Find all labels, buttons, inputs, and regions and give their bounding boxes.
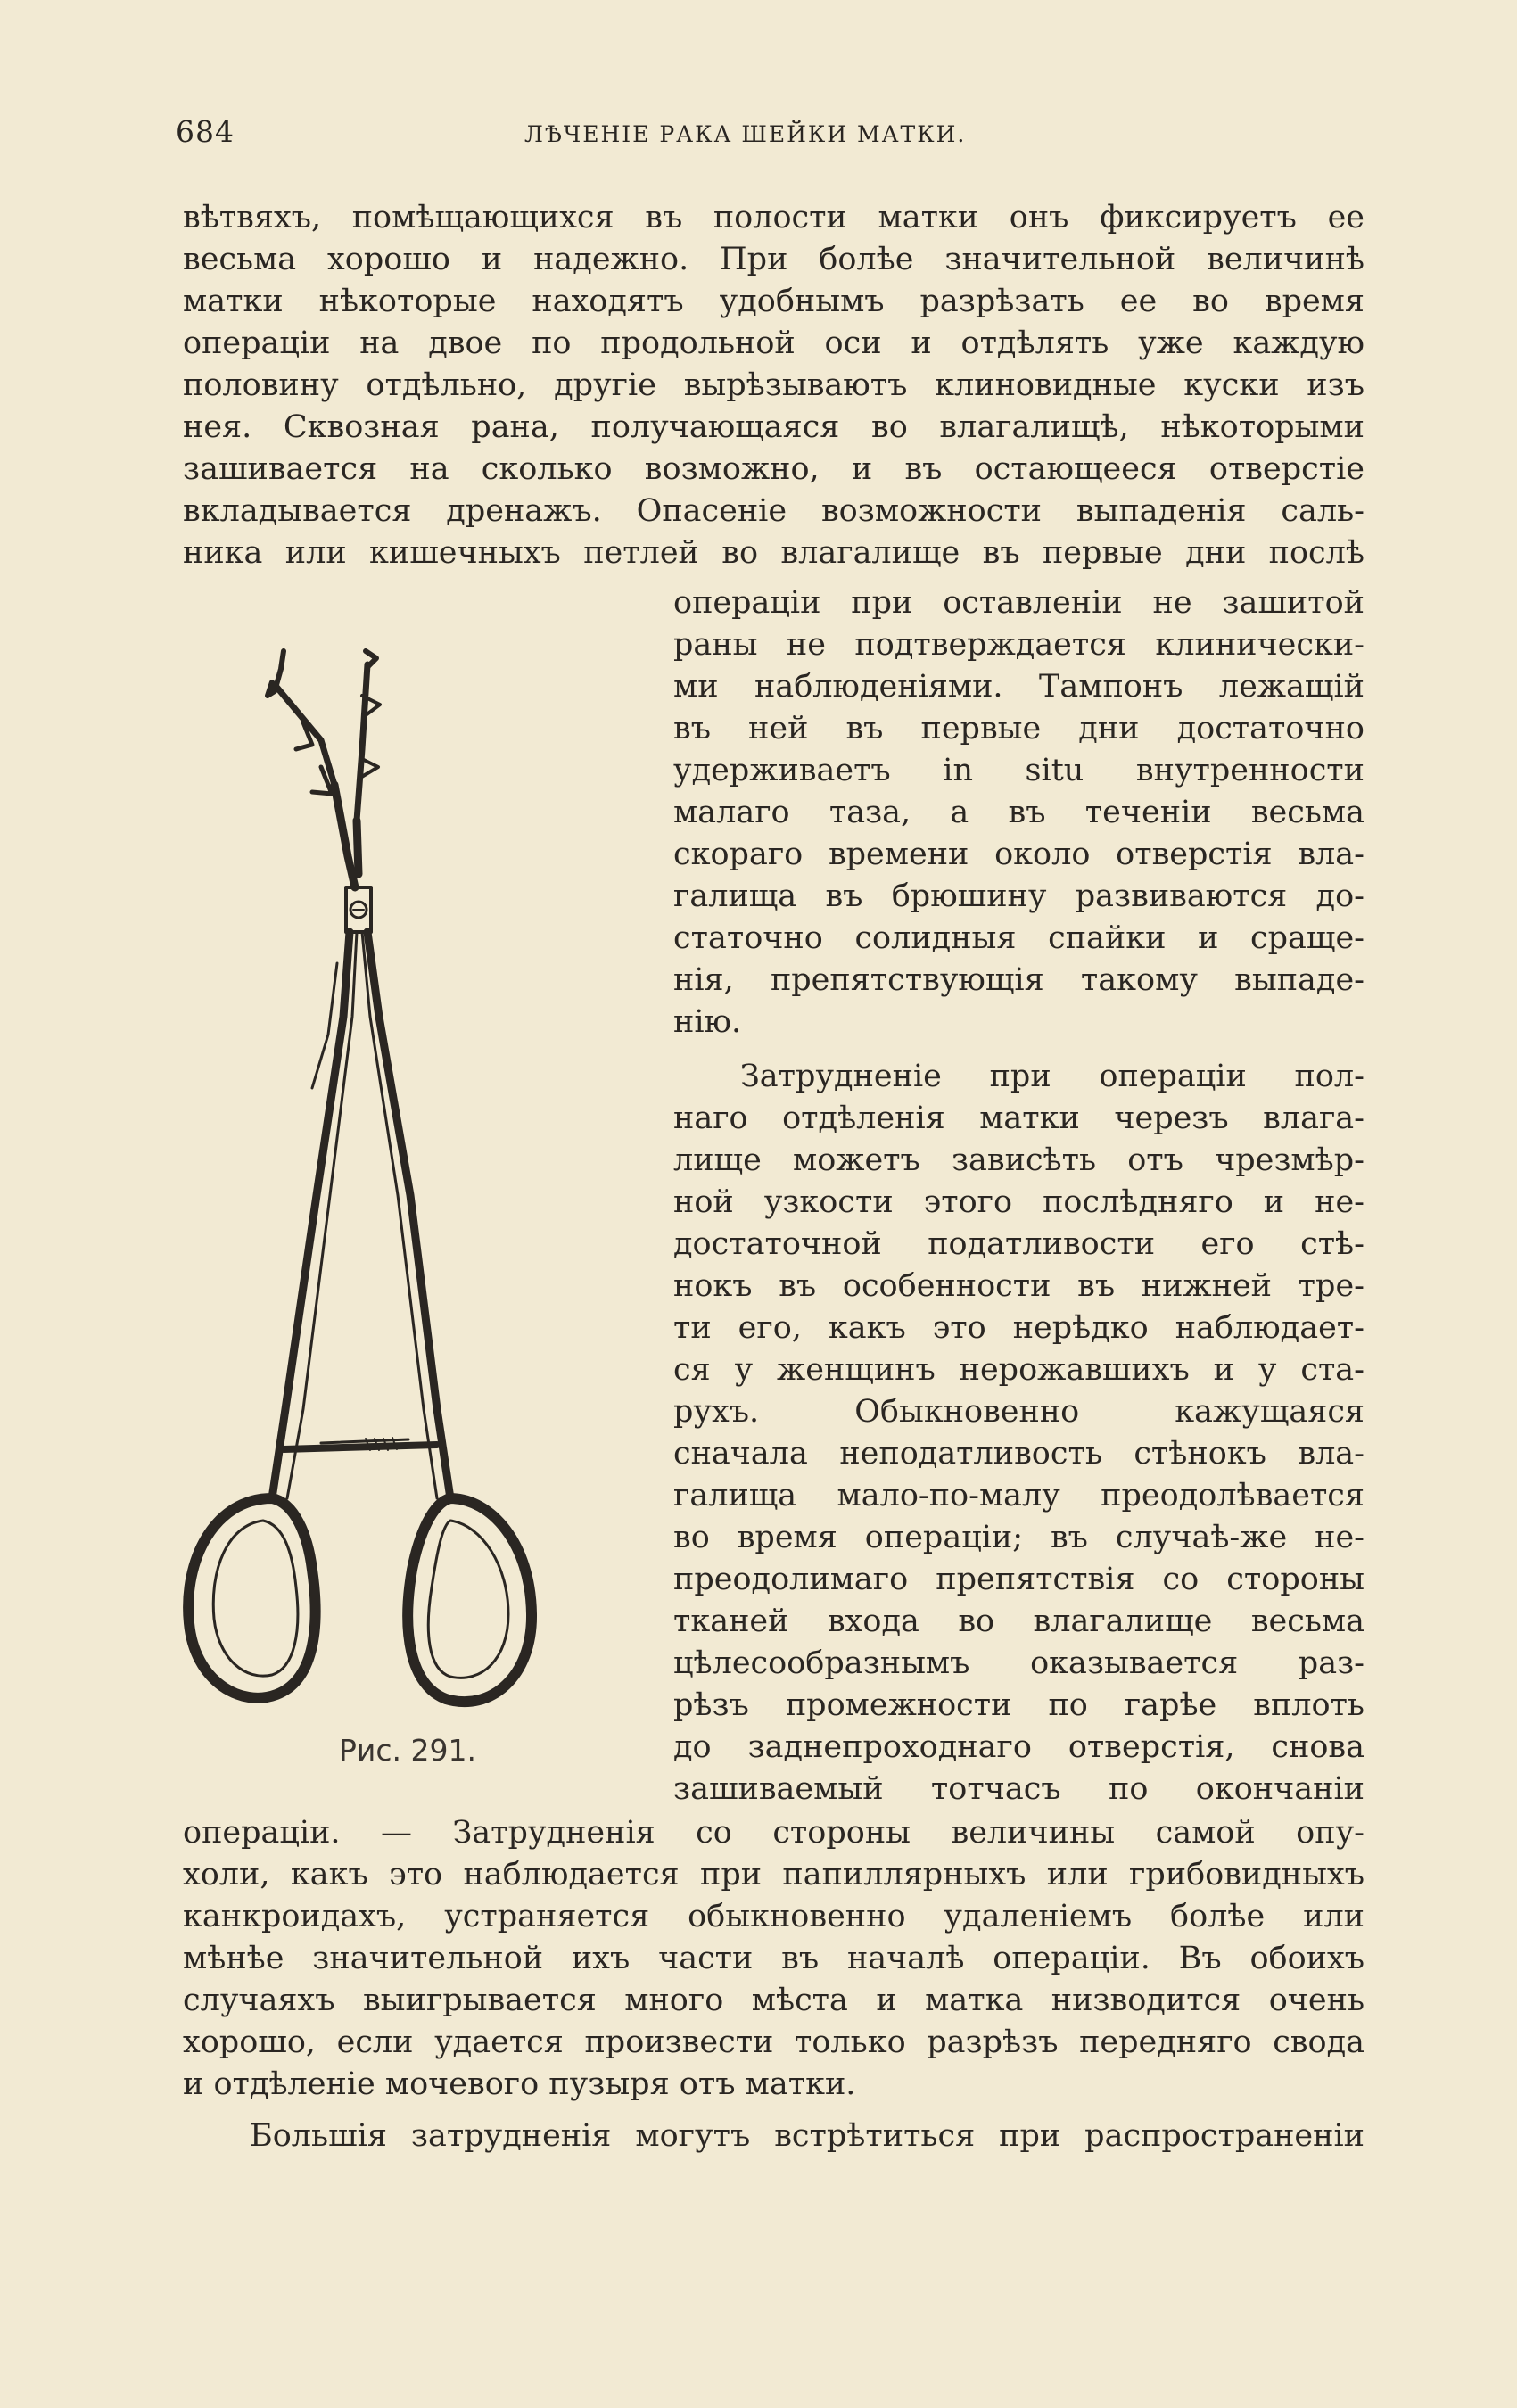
text-line: матки нѣкоторые находятъ удобнымъ разрѣзать ее во время (183, 284, 1364, 319)
text-line: вѣтвяхъ, помѣщающихся въ полости матки онъ фиксируетъ ее (183, 200, 1364, 235)
text-line: хорошо, если удается произвести только разрѣзъ передняго свода (183, 2025, 1364, 2060)
text-line: зашивается на сколько возможно, и въ остающееся отверстіе (183, 451, 1364, 487)
forceps-illustration-icon (178, 642, 624, 1739)
text-line: сначала неподатливость стѣнокъ вла- (673, 1436, 1364, 1472)
text-line: ми наблюденіями. Тампонъ лежащій (673, 669, 1364, 705)
text-line: цѣлесообразнымъ оказывается раз- (673, 1645, 1364, 1681)
text-line: до заднепроходнаго отверстія, снова (673, 1729, 1364, 1765)
text-line: нокъ въ особенности въ нижней тре- (673, 1268, 1364, 1304)
text-line: холи, какъ это наблюдается при папиллярныхъ или грибовидныхъ (183, 1857, 1364, 1893)
text-line: во время операціи; въ случаѣ-же не- (673, 1520, 1364, 1555)
text-line: малаго таза, а въ теченіи весьма (673, 795, 1364, 830)
text-line: наго отдѣленія матки черезъ влага- (673, 1101, 1364, 1136)
text-line: преодолимаго препятствія со стороны (673, 1562, 1364, 1597)
text-line: ника или кишечныхъ петлей во влагалище въ первые дни послѣ (183, 535, 1364, 571)
text-line: ти его, какъ это нерѣдко наблюдает- (673, 1310, 1364, 1346)
text-line: тканей входа во влагалище весьма (673, 1604, 1364, 1639)
text-line: рѣзъ промежности по гарѣе вплоть (673, 1687, 1364, 1723)
text-line: скораго времени около отверстія вла- (673, 837, 1364, 872)
text-line: въ ней въ первые дни достаточно (673, 711, 1364, 746)
text-line: мѣнѣе значительной ихъ части въ началѣ операціи. Въ обоихъ (183, 1941, 1364, 1976)
text-line: операціи при оставленіи не зашитой (673, 585, 1364, 621)
text-line: и отдѣленіе мочевого пузыря отъ матки. (183, 2066, 856, 2102)
text-line: Большія затрудненія могутъ встрѣтиться при распространеніи (250, 2118, 1364, 2154)
text-line: нея. Сквозная рана, получающаяся во влагалищѣ, нѣкоторыми (183, 409, 1364, 445)
text-line: канкроидахъ, устраняется обыкновенно удаленіемъ болѣе или (183, 1899, 1364, 1934)
text-line: ной узкости этого послѣдняго и не- (673, 1184, 1364, 1220)
text-line: раны не подтверждается клинически- (673, 627, 1364, 663)
text-line: операціи на двое по продольной оси и отдѣлять уже каждую (183, 326, 1364, 361)
text-line: достаточной податливости его стѣ- (673, 1226, 1364, 1262)
page-number: 684 (176, 114, 235, 149)
text-line: статочно солидныя спайки и сраще- (673, 920, 1364, 956)
text-line: удерживаетъ in situ внутренности (673, 753, 1364, 788)
text-line: случаяхъ выигрывается много мѣста и матка низводится очень (183, 1983, 1364, 2018)
text-line: нію. (673, 1004, 742, 1040)
figure-caption: Рис. 291. (339, 1733, 476, 1768)
text-line: вкладывается дренажъ. Опасеніе возможности выпаденія саль- (183, 493, 1364, 529)
text-line: операціи. — Затрудненія со стороны величины самой опу- (183, 1815, 1364, 1851)
text-line: половину отдѣльно, другіе вырѣзываютъ клиновидные куски изъ (183, 367, 1364, 403)
text-line: галища мало-по-малу преодолѣвается (673, 1478, 1364, 1513)
running-title: ЛѢЧЕНІЕ РАКА ШЕЙКИ МАТКИ. (524, 121, 967, 147)
figure-291 (178, 642, 624, 1739)
text-line: весьма хорошо и надежно. При болѣе значительной величинѣ (183, 242, 1364, 277)
text-line: зашиваемый тотчасъ по окончаніи (673, 1771, 1364, 1807)
text-line: рухъ. Обыкновенно кажущаяся (673, 1394, 1364, 1430)
text-line: нія, препятствующія такому выпаде- (673, 962, 1364, 998)
text-line: Затрудненіе при операціи пол- (740, 1059, 1364, 1094)
text-line: галища въ брюшину развиваются до- (673, 878, 1364, 914)
text-line: лище можетъ зависѣть отъ чрезмѣр- (673, 1142, 1364, 1178)
text-line: ся у женщинъ нерожавшихъ и у ста- (673, 1352, 1364, 1388)
